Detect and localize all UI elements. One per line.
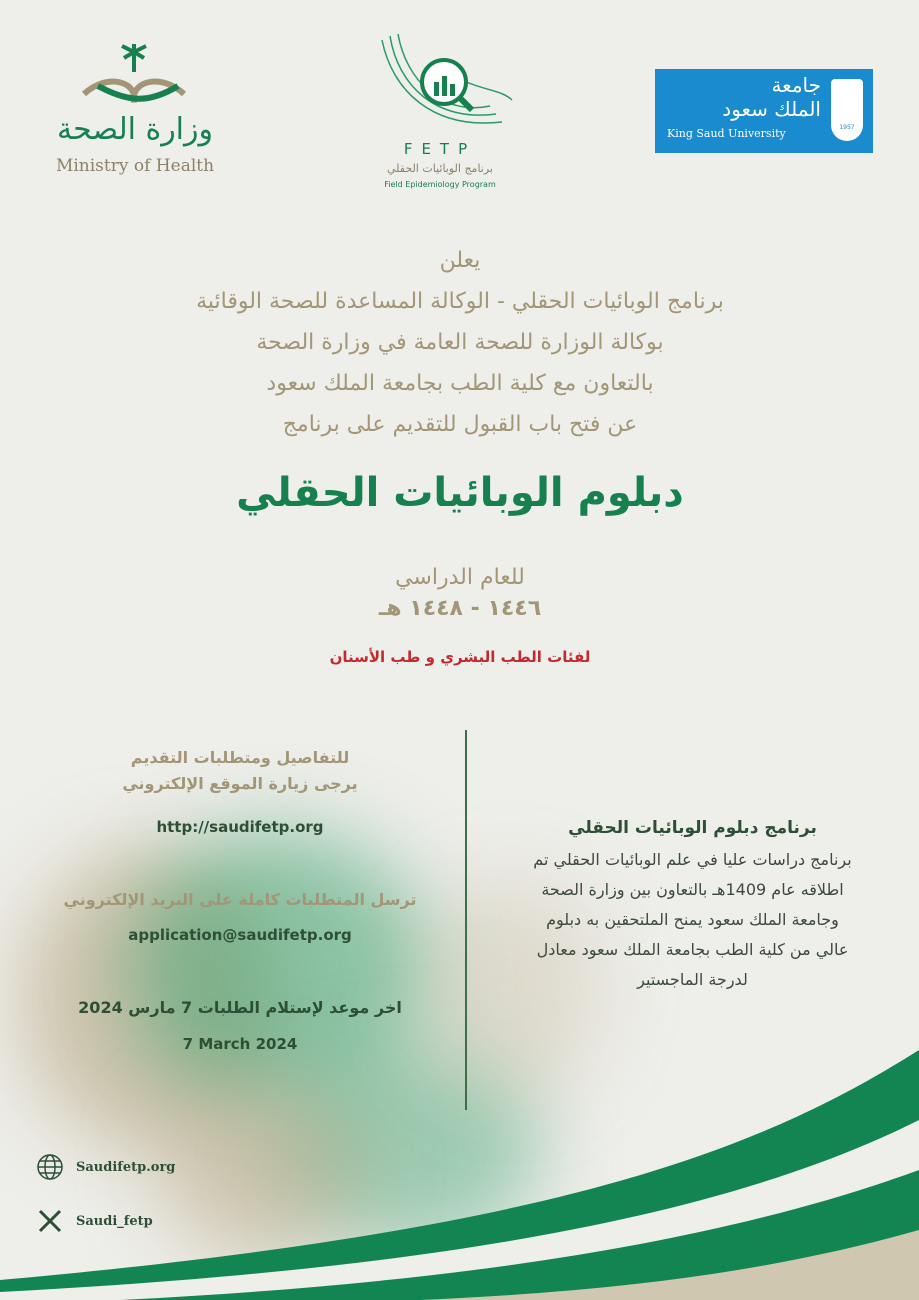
- fetp-arabic-name: برنامج الوبائيات الحقلي: [386, 162, 493, 175]
- ksu-arabic-line1: جامعة: [771, 73, 821, 97]
- details-line: يرجى زيارة الموقع الإلكتروني: [122, 774, 358, 793]
- website-link[interactable]: http://saudifetp.org: [156, 818, 324, 836]
- intro-line: برنامج الوبائيات الحقلي - الوكالة المساعدة للصحة الوقائية: [196, 289, 724, 314]
- globe-icon: [36, 1153, 64, 1181]
- deadline-arabic: اخر موعد لإستلام الطلبات 7 مارس 2024: [78, 998, 402, 1017]
- about-heading: برنامج دبلوم الوبائيات الحقلي: [568, 818, 817, 838]
- intro-line: بالتعاون مع كلية الطب بجامعة الملك سعود: [266, 371, 654, 396]
- ksu-english-name: King Saud University: [667, 127, 786, 140]
- academic-year: ١٤٤٦ - ١٤٤٨ هـ: [378, 596, 542, 621]
- about-body: [480, 845, 905, 995]
- program-title: دبلوم الوبائيات الحقلي: [236, 470, 684, 516]
- ksu-logo: [655, 69, 873, 153]
- moh-arabic-name: وزارة الصحة: [57, 112, 213, 147]
- email-link[interactable]: application@saudifetp.org: [128, 926, 352, 944]
- fetp-acronym: FETP: [403, 140, 477, 158]
- fetp-english-name: Field Epidemiology Program: [384, 180, 496, 189]
- about-line: عالي من كلية الطب بجامعة الملك سعود معادل: [536, 940, 849, 959]
- footer-website[interactable]: [36, 1153, 175, 1181]
- eligible-categories: لفئات الطب البشري و طب الأسنان: [329, 648, 591, 666]
- footer-x-account[interactable]: [36, 1207, 153, 1235]
- academic-year-label: للعام الدراسي: [395, 565, 525, 590]
- details-line: للتفاصيل ومتطلبات التقديم: [130, 748, 350, 767]
- intro-line: يعلن: [439, 248, 481, 273]
- footer-x-handle: Saudi_fetp: [76, 1213, 153, 1229]
- deadline-english: 7 March 2024: [182, 1035, 298, 1053]
- about-line: وجامعة الملك سعود يمنح الملتحقين به دبلوم: [546, 910, 839, 929]
- details-note: [40, 745, 440, 797]
- moh-logo-emblem: [78, 42, 190, 114]
- x-logo-icon: [36, 1207, 64, 1235]
- announcement-intro: [80, 240, 840, 445]
- fetp-logo-emblem: [372, 30, 517, 140]
- intro-line: بوكالة الوزارة للصحة العامة في وزارة الصحة: [256, 330, 664, 355]
- about-line: اطلاقه عام 1409هـ بالتعاون بين وزارة الصحة: [541, 880, 844, 899]
- about-line: برنامج دراسات عليا في علم الوبائيات الحقلي تم: [533, 850, 852, 869]
- ksu-arabic-line2: الملك سعود: [722, 97, 821, 121]
- about-line: لدرجة الماجستير: [637, 970, 748, 989]
- moh-english-name: Ministry of Health: [55, 156, 215, 176]
- footer-website-label: Saudifetp.org: [76, 1159, 176, 1175]
- email-note: ترسل المتطلبات كاملة على البريد الإلكتروني: [63, 890, 417, 909]
- column-divider: [465, 730, 467, 1110]
- intro-line: عن فتح باب القبول للتقديم على برنامج: [282, 412, 638, 437]
- ksu-seal-icon: [831, 79, 863, 141]
- ksu-seal-year: 1957: [839, 124, 855, 131]
